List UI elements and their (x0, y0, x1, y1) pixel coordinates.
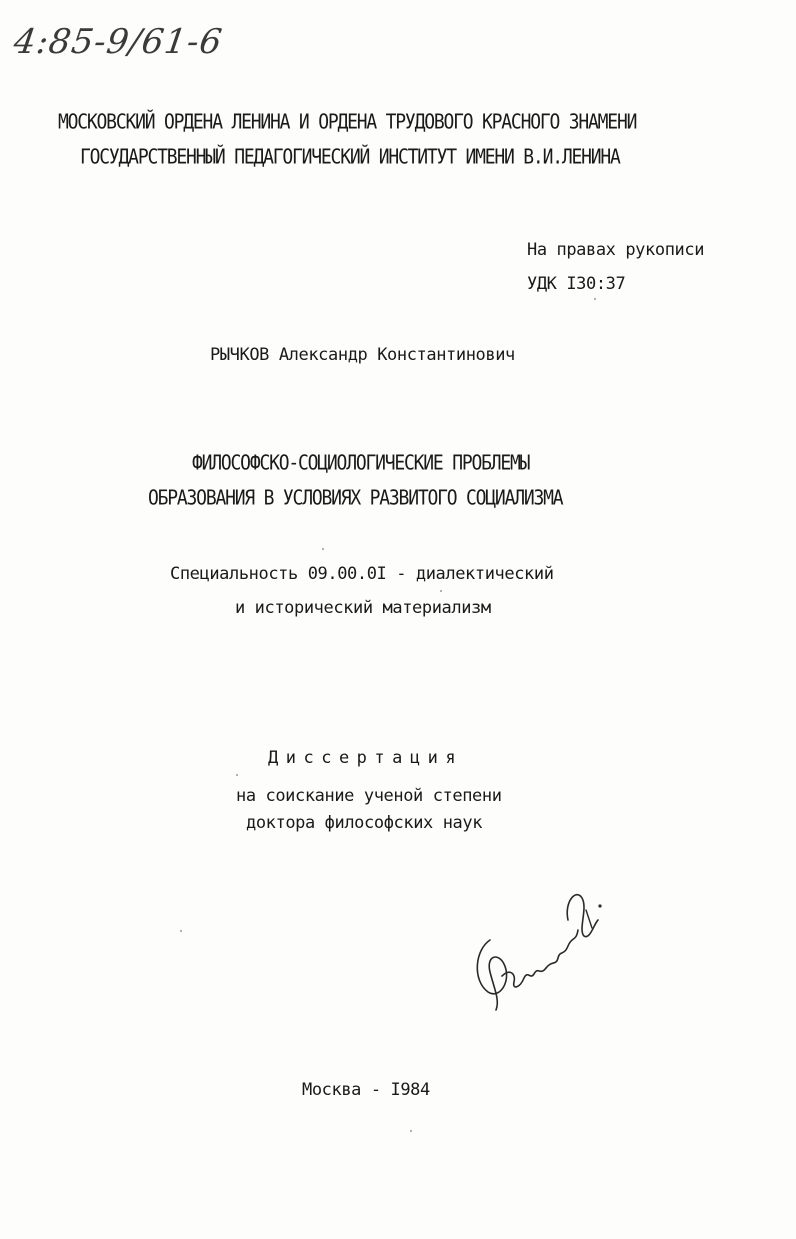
dissertation-title-line-2: ОБРАЗОВАНИЯ В УСЛОВИЯХ РАЗВИТОГО СОЦИАЛИЗМА (148, 486, 563, 511)
author-name: РЫЧКОВ Александр Константинович (210, 345, 515, 365)
place-and-year: Москва - I984 (302, 1080, 430, 1100)
paper-speck (594, 298, 596, 300)
institution-line-2: ГОСУДАРСТВЕННЫЙ ПЕДАГОГИЧЕСКИЙ ИНСТИТУТ ИМЕНИ В.И.ЛЕНИНА (80, 145, 620, 170)
udk-code: УДК I30:37 (527, 274, 626, 294)
archive-reference-handwritten: 4:85-9/61-6 (11, 22, 226, 62)
paper-speck (410, 1130, 412, 1132)
degree-line-2: доктора философских наук (246, 813, 483, 833)
institution-line-1: МОСКОВСКИЙ ОРДЕНА ЛЕНИНА И ОРДЕНА ТРУДОВОГО КРАСНОГО ЗНАМЕНИ (58, 110, 637, 135)
manuscript-rights-label: На правах рукописи (527, 240, 705, 260)
paper-speck (236, 774, 238, 776)
specialty-line-2: и исторический материализм (235, 598, 491, 618)
degree-line-1: на соискание ученой степени (236, 786, 502, 806)
specialty-line-1: Специальность 09.00.0I - диалектический (170, 564, 554, 584)
paper-speck (180, 930, 182, 932)
paper-speck (440, 590, 442, 592)
handwritten-signature (460, 880, 620, 1020)
dissertation-title-line-1: ФИЛОСОФСКО-СОЦИОЛОГИЧЕСКИЕ ПРОБЛЕМЫ (192, 451, 530, 476)
dissertation-heading: Диссертация (268, 748, 464, 768)
paper-speck (322, 548, 324, 550)
